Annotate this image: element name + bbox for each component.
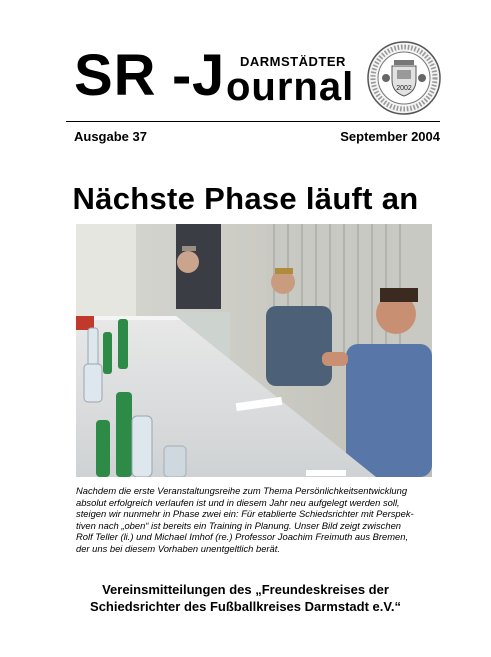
masthead-sr: SR [74,43,157,108]
masthead-kicker: DARMSTÄDTER [240,54,346,69]
issue-number: Ausgabe 37 [74,129,147,144]
club-seal-logo [366,40,442,116]
caption-line: steigen wir nunmehr in Phase zwei ein: Für etablierte Schiedsrichter mit Perspek- [76,508,414,520]
caption-line: Nachdem die erste Veranstaltungsreihe zum Thema Persönlichkeitsentwicklung [76,485,408,496]
meeting-photo [76,224,432,477]
seal-year: 2002 [396,85,412,92]
header-rule [66,121,440,122]
caption-line: tiven nach „oben“ ist bereits ein Training in Planung. Unser Bild zeigt zwischen [76,519,401,531]
photo-caption [76,485,436,555]
footer-tagline [0,581,491,615]
footer-line: Vereinsmitteilungen des „Freundeskreises der [102,582,389,597]
caption-line: Rolf Teller (li.) und Michael Imhof (re.) Professor Joachim Freimuth aus Bremen, [76,531,409,543]
masthead-dash: - [172,43,192,108]
masthead-j: J [192,43,225,108]
caption-line: absolut erfolgreich verlaufen ist und in diesem Jahr neu aufgelegt werden soll, [76,496,400,508]
caption-line: der uns bei diesem Vorhaben unentgeltlich berät. [76,542,280,554]
headline: Nächste Phase läuft an [72,181,419,216]
issue-date: September 2004 [340,129,440,144]
footer-line: Schiedsrichter des Fußballkreises Darmstadt e.V.“ [90,599,401,614]
masthead-ournal: ournal [226,65,355,109]
